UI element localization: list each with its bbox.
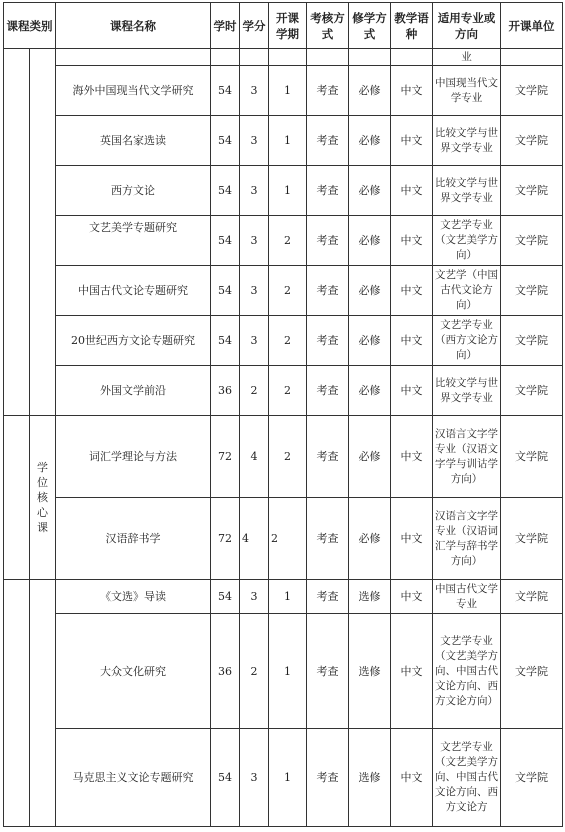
exam-cell: 考查 [307, 498, 349, 580]
cell-empty [391, 49, 433, 66]
study-cell: 必修 [349, 416, 391, 498]
header-row [4, 3, 563, 49]
credits-cell: 4 [240, 498, 269, 580]
course-name: 词汇学理论与方法 [56, 416, 211, 498]
exam-cell: 考查 [307, 614, 349, 729]
semester-cell: 1 [269, 580, 307, 614]
exam-cell: 考查 [307, 580, 349, 614]
semester-cell: 1 [269, 614, 307, 729]
hours-cell: 54 [211, 316, 240, 366]
table-row [4, 316, 563, 366]
category-core-label [30, 416, 56, 580]
hours-cell: 36 [211, 614, 240, 729]
hours-cell: 54 [211, 729, 240, 827]
table-row [4, 580, 563, 614]
course-name: 英国名家选读 [56, 116, 211, 166]
language-cell: 中文 [391, 729, 433, 827]
continuation-row [4, 49, 563, 66]
table-row [4, 66, 563, 116]
unit-cell: 文学院 [501, 66, 563, 116]
course-name: 汉语辞书学 [56, 498, 211, 580]
language-cell: 中文 [391, 316, 433, 366]
cell-empty [56, 49, 211, 66]
exam-cell: 考查 [307, 266, 349, 316]
header-exam: 考核方式 [307, 3, 349, 49]
study-cell: 必修 [349, 166, 391, 216]
credits-cell: 3 [240, 116, 269, 166]
credits-cell: 3 [240, 66, 269, 116]
header-unit: 开课单位 [501, 3, 563, 49]
cell-empty [240, 49, 269, 66]
unit-cell: 文学院 [501, 166, 563, 216]
semester-cell: 2 [269, 216, 307, 266]
exam-cell: 考查 [307, 316, 349, 366]
major-cell: 文艺学（中国古代文论方向） [433, 266, 501, 316]
language-cell: 中文 [391, 166, 433, 216]
unit-cell: 文学院 [501, 580, 563, 614]
table-row [4, 216, 563, 266]
language-cell: 中文 [391, 416, 433, 498]
category-outer-cell-1 [4, 49, 30, 416]
credits-cell: 4 [240, 416, 269, 498]
table-row [4, 729, 563, 827]
unit-cell: 文学院 [501, 366, 563, 416]
table-row [4, 166, 563, 216]
major-cell: 汉语言文字学专业（汉语词汇学与辞书学方向） [433, 498, 501, 580]
language-cell: 中文 [391, 498, 433, 580]
study-cell: 必修 [349, 316, 391, 366]
cell-empty [269, 49, 307, 66]
table-row [4, 614, 563, 729]
hours-cell: 72 [211, 416, 240, 498]
header-hours: 学时 [211, 3, 240, 49]
category-outer-cell-3 [4, 580, 30, 827]
study-cell: 必修 [349, 366, 391, 416]
study-cell: 选修 [349, 729, 391, 827]
table-row [4, 416, 563, 498]
study-cell: 必修 [349, 266, 391, 316]
language-cell: 中文 [391, 66, 433, 116]
unit-cell: 文学院 [501, 266, 563, 316]
exam-cell: 考查 [307, 66, 349, 116]
hours-cell: 72 [211, 498, 240, 580]
semester-cell: 2 [269, 266, 307, 316]
study-cell: 必修 [349, 498, 391, 580]
hours-cell: 54 [211, 580, 240, 614]
unit-cell: 文学院 [501, 729, 563, 827]
course-name: 中国古代文论专题研究 [56, 266, 211, 316]
hours-cell: 54 [211, 66, 240, 116]
course-name: 海外中国现当代文学研究 [56, 66, 211, 116]
study-cell: 选修 [349, 580, 391, 614]
course-name: 大众文化研究 [56, 614, 211, 729]
semester-cell: 1 [269, 729, 307, 827]
header-name: 课程名称 [56, 3, 211, 49]
hours-cell: 54 [211, 266, 240, 316]
major-continuation: 业 [433, 49, 501, 66]
hours-cell: 54 [211, 216, 240, 266]
semester-cell: 1 [269, 166, 307, 216]
unit-cell: 文学院 [501, 614, 563, 729]
semester-cell: 2 [269, 316, 307, 366]
major-cell: 中国古代文学专业 [433, 580, 501, 614]
credits-cell: 3 [240, 580, 269, 614]
language-cell: 中文 [391, 614, 433, 729]
header-category: 课程类别 [4, 3, 56, 49]
unit-cell: 文学院 [501, 216, 563, 266]
major-cell: 比较文学与世界文学专业 [433, 116, 501, 166]
course-name: 马克思主义文论专题研究 [56, 729, 211, 827]
table-row [4, 116, 563, 166]
study-cell: 必修 [349, 216, 391, 266]
credits-cell: 2 [240, 614, 269, 729]
study-cell: 必修 [349, 66, 391, 116]
exam-cell: 考查 [307, 366, 349, 416]
exam-cell: 考查 [307, 216, 349, 266]
major-cell: 比较文学与世界文学专业 [433, 166, 501, 216]
cell-empty [211, 49, 240, 66]
course-name: 文艺美学专题研究 [56, 216, 211, 266]
exam-cell: 考查 [307, 729, 349, 827]
header-semester: 开课学期 [269, 3, 307, 49]
credits-cell: 3 [240, 216, 269, 266]
credits-cell: 3 [240, 266, 269, 316]
credits-cell: 2 [240, 366, 269, 416]
table-row [4, 366, 563, 416]
hours-cell: 54 [211, 166, 240, 216]
exam-cell: 考查 [307, 416, 349, 498]
semester-cell: 1 [269, 66, 307, 116]
cell-empty [349, 49, 391, 66]
table-row [4, 498, 563, 580]
hours-cell: 36 [211, 366, 240, 416]
course-name: 西方文论 [56, 166, 211, 216]
course-name: 外国文学前沿 [56, 366, 211, 416]
course-name: 20世纪西方文论专题研究 [56, 316, 211, 366]
unit-cell: 文学院 [501, 116, 563, 166]
major-cell: 文艺学专业（西方文论方向） [433, 316, 501, 366]
header-study: 修学方式 [349, 3, 391, 49]
major-cell: 文艺学专业（文艺美学方向） [433, 216, 501, 266]
language-cell: 中文 [391, 366, 433, 416]
exam-cell: 考查 [307, 166, 349, 216]
category-core-text: 学位核心课 [37, 461, 48, 534]
header-credits: 学分 [240, 3, 269, 49]
study-cell: 必修 [349, 116, 391, 166]
study-cell: 选修 [349, 614, 391, 729]
credits-cell: 3 [240, 316, 269, 366]
cell-empty [307, 49, 349, 66]
major-cell: 比较文学与世界文学专业 [433, 366, 501, 416]
language-cell: 中文 [391, 216, 433, 266]
category-outer-cell-2 [4, 416, 30, 580]
semester-cell: 2 [269, 498, 307, 580]
cell-empty [501, 49, 563, 66]
semester-cell: 2 [269, 416, 307, 498]
semester-cell: 1 [269, 116, 307, 166]
unit-cell: 文学院 [501, 316, 563, 366]
credits-cell: 3 [240, 166, 269, 216]
major-cell: 文艺学专业（文艺美学方向、中国古代文论方向、西方文论方向） [433, 614, 501, 729]
course-table [3, 2, 563, 827]
semester-cell: 2 [269, 366, 307, 416]
language-cell: 中文 [391, 580, 433, 614]
language-cell: 中文 [391, 266, 433, 316]
unit-cell: 文学院 [501, 498, 563, 580]
major-cell: 文艺学专业（文艺美学方向、中国古代文论方向、西方文论方 [433, 729, 501, 827]
major-cell: 中国现当代文学专业 [433, 66, 501, 116]
course-name: 《文选》导读 [56, 580, 211, 614]
category-inner-cell-1 [30, 49, 56, 416]
language-cell: 中文 [391, 116, 433, 166]
header-major: 适用专业或方向 [433, 3, 501, 49]
hours-cell: 54 [211, 116, 240, 166]
credits-cell: 3 [240, 729, 269, 827]
category-inner-cell-3 [30, 580, 56, 827]
exam-cell: 考查 [307, 116, 349, 166]
header-language: 教学语种 [391, 3, 433, 49]
unit-cell: 文学院 [501, 416, 563, 498]
major-cell: 汉语言文字学专业（汉语文字学与训诂学方向） [433, 416, 501, 498]
table-row [4, 266, 563, 316]
